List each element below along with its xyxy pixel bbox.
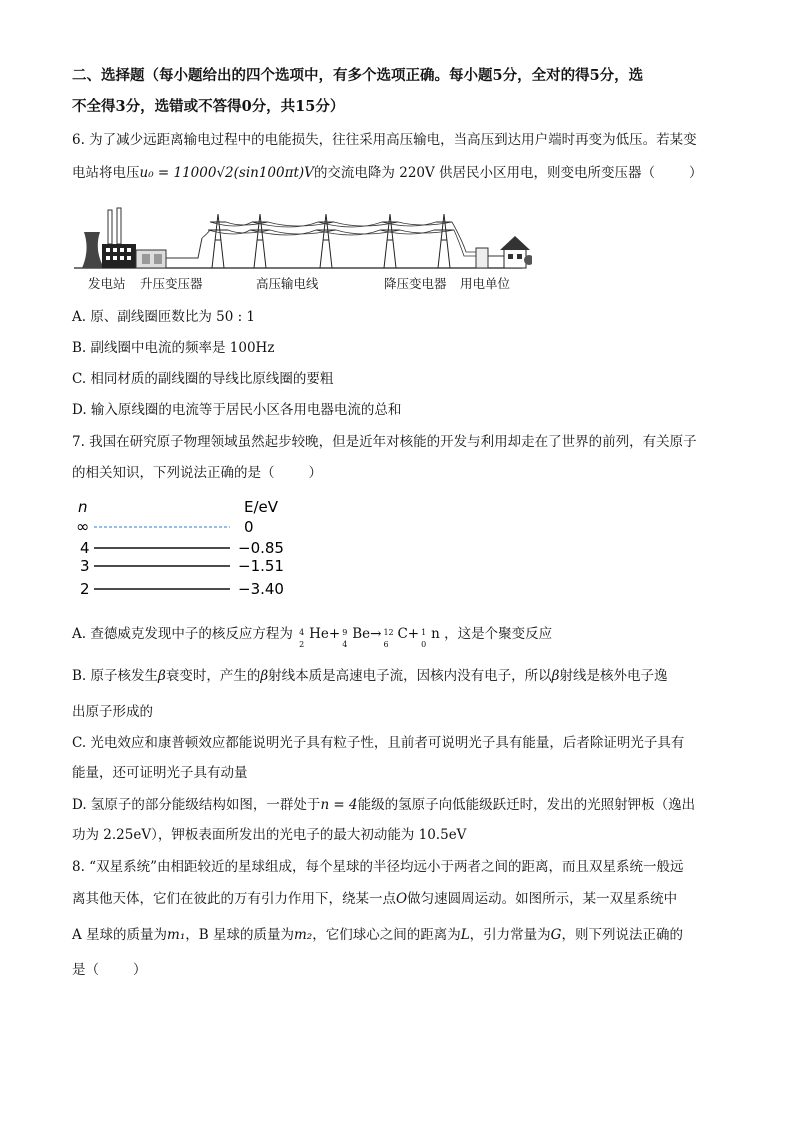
power-transmission-figure <box>72 200 532 296</box>
q6-option-a: A. 原、副线圈匝数比为 50 : 1 <box>72 309 256 325</box>
house-icon <box>500 236 532 268</box>
q6-paren-close: ） <box>689 165 703 181</box>
level-e-3: −1.51 <box>238 557 284 575</box>
level-n-4: 4 <box>80 539 90 557</box>
chimney-icon <box>108 210 112 244</box>
q7-option-a-post: ，这是个聚变反应 <box>444 626 553 642</box>
q6-option-b: B. 副线圈中电流的频率是 100Hz <box>72 340 275 356</box>
label-user: 用电单位 <box>460 276 511 291</box>
q6-stem-post: 的交流电降为 220V 供居民小区用电，则变电所变压器（ <box>313 165 656 181</box>
q6-voltage-formula: u₀ = 11000√2(sin100πt)V <box>139 165 314 181</box>
q7-paren-close: ） <box>308 465 322 481</box>
q8-stem-line4: 是（ ） <box>72 962 147 978</box>
level-n-2: 2 <box>80 580 90 598</box>
be-nuclide: 9 4 <box>342 628 348 649</box>
c-symbol: C <box>397 626 408 642</box>
q7-option-c-line2: 能量，还可证明光子具有动量 <box>72 765 248 781</box>
power-lines <box>202 222 476 256</box>
q6-option-c: C. 相同材质的副线圈的导线比原线圈的要粗 <box>72 371 334 387</box>
level-n-3: 3 <box>80 557 90 575</box>
cooling-tower-icon <box>82 232 104 268</box>
q6-stem-pre: 电站将电压 <box>72 165 140 181</box>
q6-option-d: D. 输入原线圈的电流等于居民小区各用电器电流的总和 <box>72 402 402 418</box>
n-symbol: n <box>431 626 440 642</box>
he-nuclide: 4 2 <box>299 628 305 649</box>
plus-2: + <box>407 626 420 642</box>
q7-option-d-line2: 功为 2.25eV），钾板表面所发出的光电子的最大初动能为 10.5eV <box>72 827 467 843</box>
q7-option-b-line2: 出原子形成的 <box>72 704 153 720</box>
q7-option-a <box>72 624 553 649</box>
q8-stem-line3: A 星球的质量为m₁，B 星球的质量为m₂，它们球心之间的距离为L，引力常量为G，则下列说法正确的 <box>72 927 683 943</box>
plus-1: + <box>328 626 341 642</box>
n-nuclide: 1 0 <box>421 628 427 649</box>
label-step-up: 升压变压器 <box>140 276 203 291</box>
n-axis-label: n <box>78 498 88 516</box>
chimney-icon <box>117 208 121 244</box>
q7-stem-text: 的相关知识，下列说法正确的是（ <box>72 465 275 481</box>
q8-stem-line2: 离其他天体，它们在彼此的万有引力作用下，绕某一点O做匀速圆周运动。如图所示，某一双星系统中 <box>72 891 678 907</box>
level-e-inf: 0 <box>244 518 254 536</box>
q7-stem-line1: 7. 我国在研究原子物理领域虽然起步较晚，但是近年对核能的开发与利用却走在了世界的前列，有关原子 <box>72 434 697 450</box>
q7-option-a-pre: A. 查德威克发现中子的核反应方程为 <box>72 626 293 642</box>
step-down-transformer-icon <box>476 248 488 268</box>
reaction-arrow: → <box>370 626 382 642</box>
c-nuclide: 12 6 <box>383 628 394 649</box>
level-n-inf: ∞ <box>76 517 90 536</box>
section-heading-line2: 不全得3分，选错或不答得0分，共15分） <box>72 98 345 115</box>
be-symbol: Be <box>352 626 371 642</box>
label-plant: 发电站 <box>88 276 126 291</box>
q7-option-c-line1: C. 光电效应和康普顿效应都能说明光子具有粒子性，且前者可说明光子具有能量，后者除证明光子具有 <box>72 735 685 751</box>
q6-stem-line2 <box>72 163 703 183</box>
level-e-2: −3.40 <box>238 580 284 598</box>
q8-stem-line1: 8. “双星系统”由相距较近的星球组成，每个星球的半径均远小于两者之间的距离，而且双星系统一般远 <box>72 859 684 875</box>
label-step-down: 降压变电器 <box>384 276 447 291</box>
q6-stem-line1: 6. 为了减少远距离输电过程中的电能损失，往往采用高压输电，当高压到达用户端时再变为低压。若某变 <box>72 132 697 148</box>
q7-option-b-line1: B. 原子核发生β衰变时，产生的β射线本质是高速电子流，因核内没有电子，所以β射线是核外电子逸 <box>72 668 668 684</box>
q7-stem-line2 <box>72 463 322 483</box>
e-axis-label: E/eV <box>244 498 279 516</box>
level-e-4: −0.85 <box>238 539 284 557</box>
section-heading-line1: 二、选择题（每小题给出的四个选项中，有多个选项正确。每小题5分，全对的得5分，选 <box>72 67 644 84</box>
energy-level-diagram <box>72 494 312 604</box>
label-line: 高压输电线 <box>256 276 319 291</box>
q7-option-d-line1: D. 氢原子的部分能级结构如图，一群处于n = 4能级的氢原子向低能级跃迁时，发出的光照射钾板（逸出 <box>72 797 696 813</box>
he-symbol: He <box>309 626 329 642</box>
